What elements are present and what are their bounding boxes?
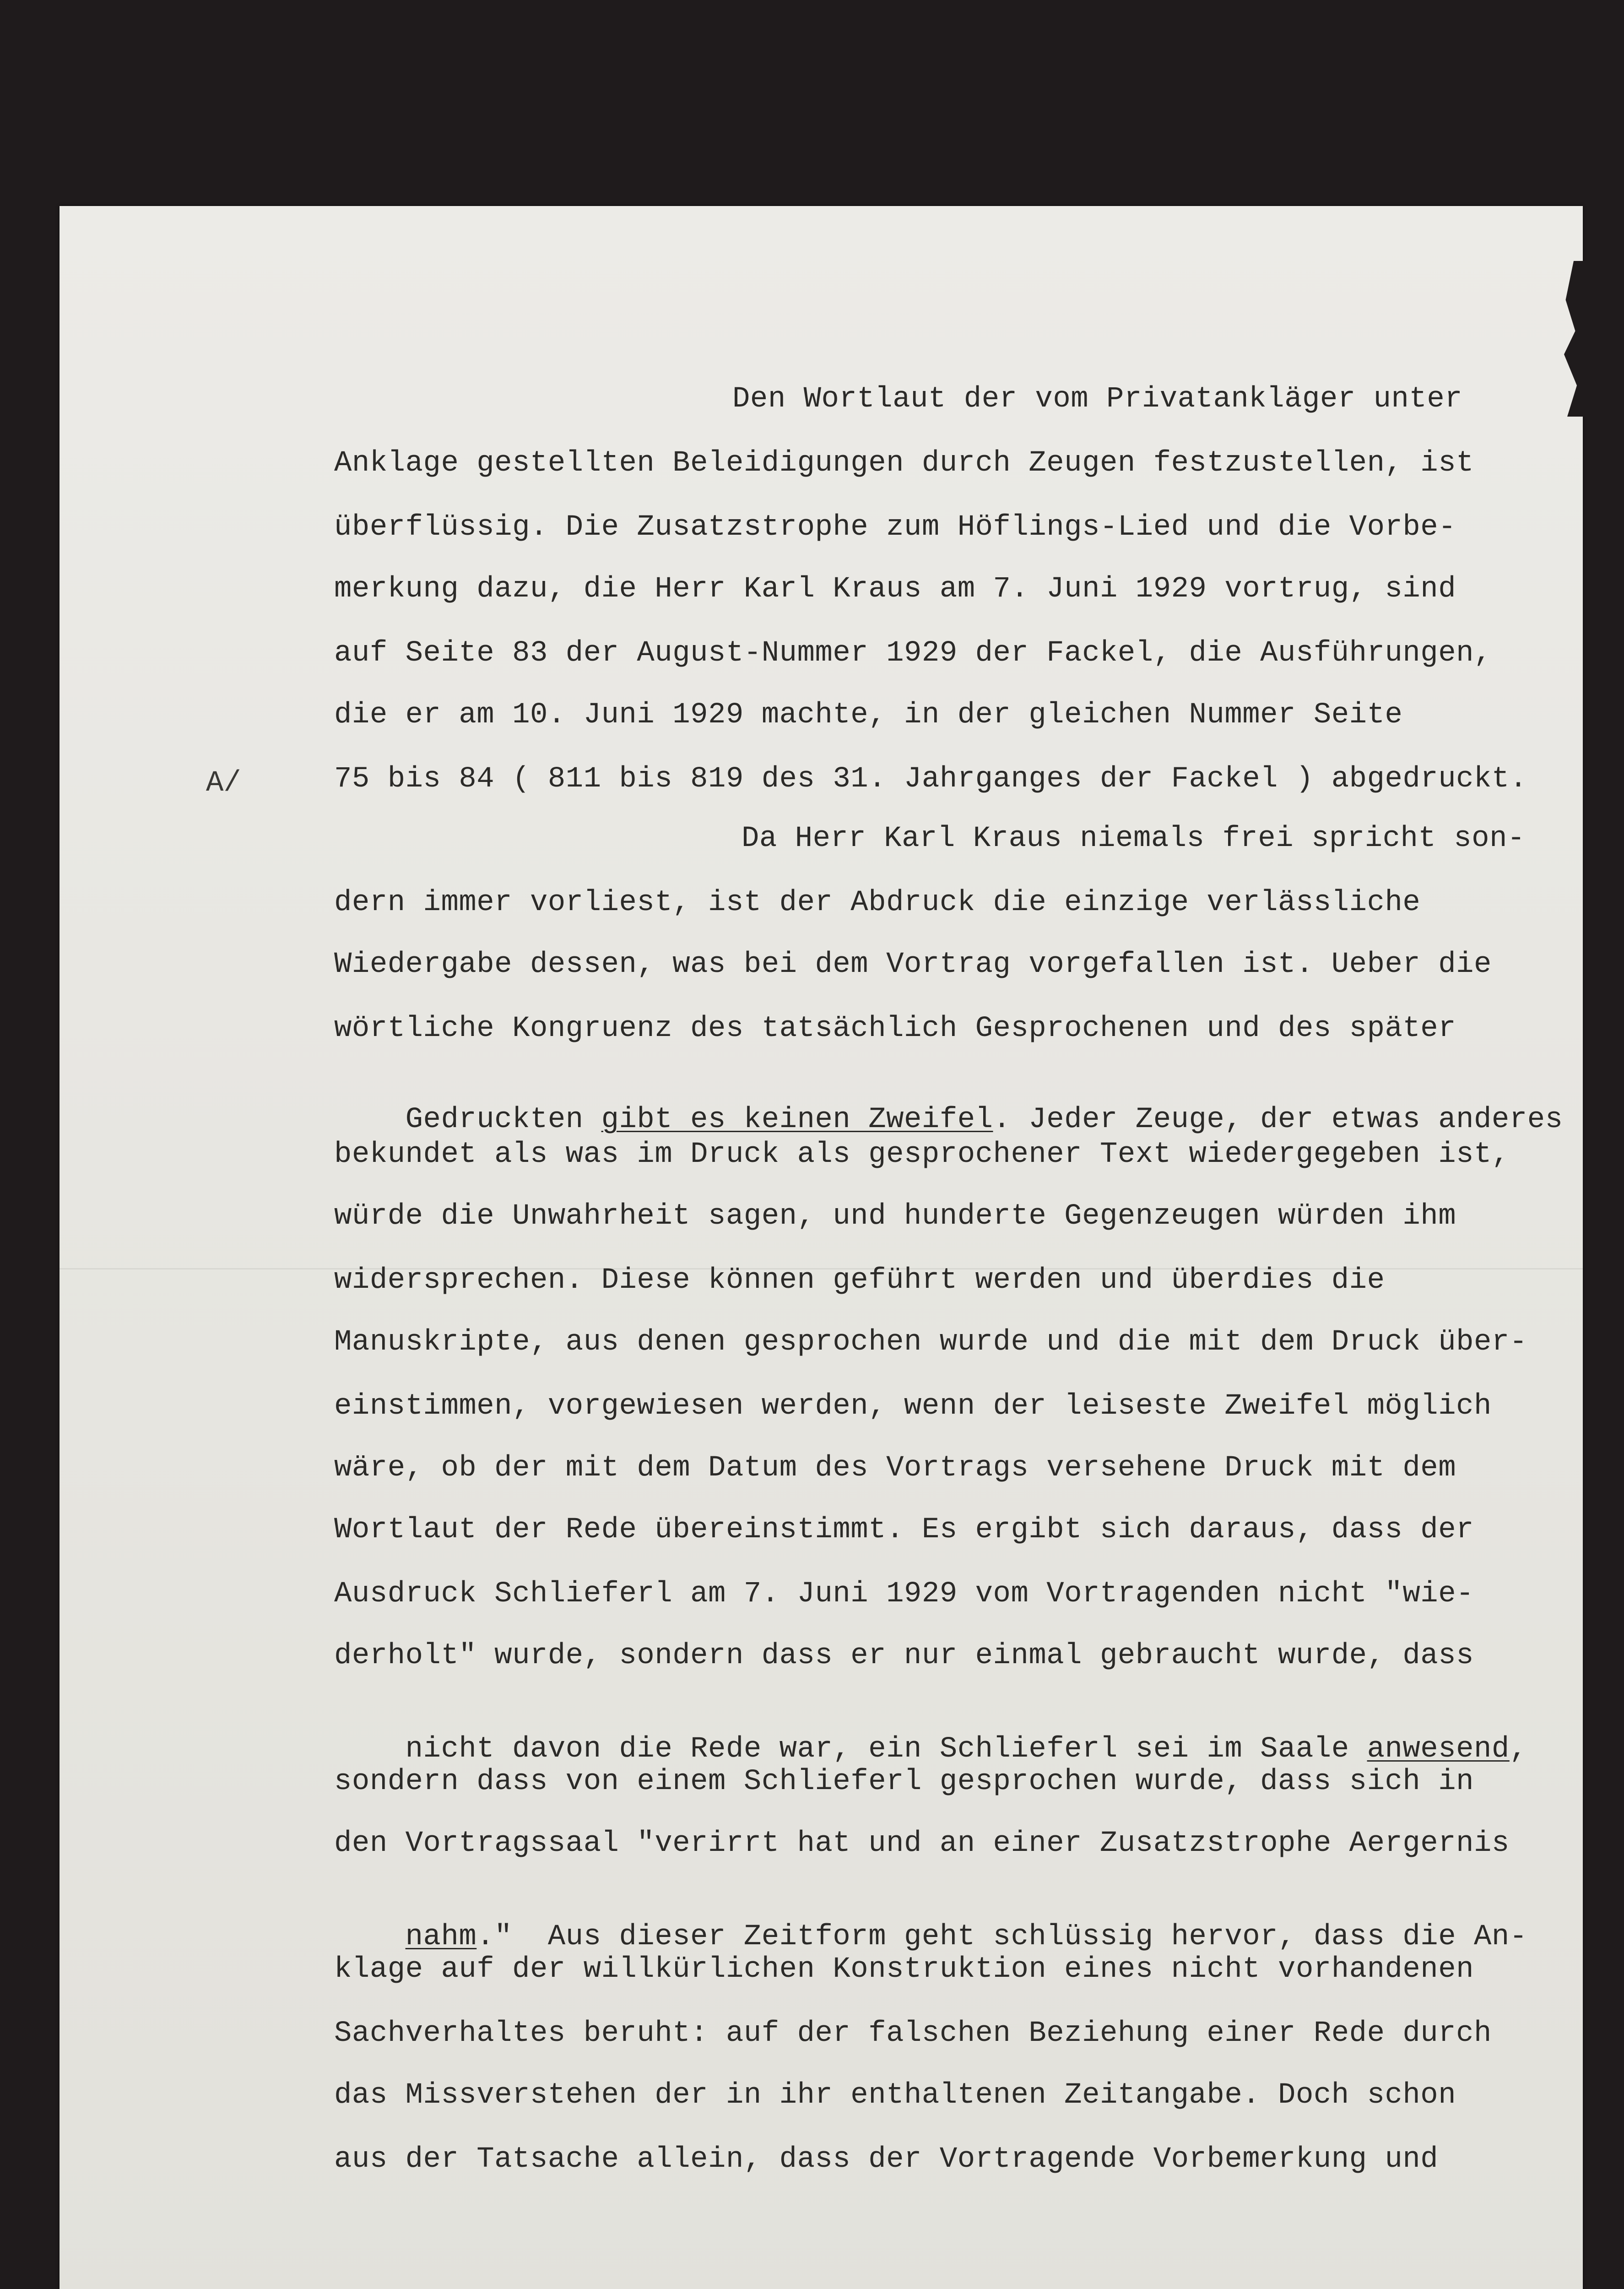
text-line: auf Seite 83 der August-Nummer 1929 der Fackel, die Ausführungen, [334, 637, 1492, 670]
text-line: sondern dass von einem Schlieferl gesprochen wurde, dass sich in [334, 1765, 1474, 1798]
text-segment: , [1509, 1733, 1527, 1766]
text-segment: . Jeder Zeuge, der etwas anderes [993, 1103, 1563, 1136]
underlined-phrase: gibt es keinen Zweifel [601, 1103, 993, 1136]
text-line: die er am 10. Juni 1929 machte, in der gleichen Nummer Seite [334, 699, 1403, 732]
text-line: Da Herr Karl Kraus niemals frei spricht son- [742, 822, 1525, 855]
text-line: Den Wortlaut der vom Privatankläger unter [732, 383, 1463, 416]
text-line: würde die Unwahrheit sagen, und hunderte Gegenzeugen würden ihm [334, 1200, 1456, 1233]
text-line: Wiedergabe dessen, was bei dem Vortrag vorgefallen ist. Ueber die [334, 948, 1492, 981]
text-line: Sachverhaltes beruht: auf der falschen Beziehung einer Rede durch [334, 2017, 1492, 2050]
underlined-word: anwesend [1367, 1733, 1510, 1766]
text-line: Wortlaut der Rede übereinstimmt. Es ergibt sich daraus, dass der [334, 1513, 1474, 1546]
text-line: wäre, ob der mit dem Datum des Vortrags versehene Druck mit dem [334, 1452, 1456, 1485]
text-line: derholt" wurde, sondern dass er nur einmal gebraucht wurde, dass [334, 1639, 1474, 1672]
torn-edge [1554, 261, 1586, 417]
text-line: bekundet als was im Druck als gesprochener Text wiedergegeben ist, [334, 1138, 1510, 1171]
text-line: aus der Tatsache allein, dass der Vortragende Vorbemerkung und [334, 2143, 1439, 2176]
text-line: widersprechen. Diese können geführt werden und überdies die [334, 1264, 1385, 1297]
text-line: merkung dazu, die Herr Karl Kraus am 7. Juni 1929 vortrug, sind [334, 573, 1456, 606]
text-line: einstimmen, vorgewiesen werden, wenn der leiseste Zweifel möglich [334, 1390, 1492, 1423]
text-line: dern immer vorliest, ist der Abdruck die einzige verlässliche [334, 886, 1421, 919]
text-segment: nicht davon die Rede war, ein Schlieferl sei im Saale [405, 1733, 1367, 1766]
text-line: überflüssig. Die Zusatzstrophe zum Höflings-Lied und die Vorbe- [334, 511, 1456, 544]
text-line: klage auf der willkürlichen Konstruktion eines nicht vorhandenen [334, 1953, 1474, 1986]
text-line: den Vortragssaal "verirrt hat und an einer Zusatzstrophe Aergernis [334, 1827, 1510, 1860]
text-segment: ." Aus dieser Zeitform geht schlüssig hervor, dass die An- [476, 1920, 1527, 1953]
text-line: Ausdruck Schlieferl am 7. Juni 1929 vom Vortragenden nicht "wie- [334, 1578, 1474, 1611]
text-segment: Gedruckten [405, 1103, 601, 1136]
text-line: Manuskripte, aus denen gesprochen wurde und die mit dem Druck über- [334, 1326, 1527, 1359]
text-line: das Missverstehen der in ihr enthaltenen Zeitangabe. Doch schon [334, 2079, 1456, 2112]
text-line: wörtliche Kongruenz des tatsächlich Gesprochenen und des später [334, 1012, 1456, 1045]
text-line: 75 bis 84 ( 811 bis 819 des 31. Jahrganges der Fackel ) abgedruckt. [334, 763, 1527, 796]
margin-note: A/ [206, 767, 241, 800]
underlined-word: nahm [405, 1920, 477, 1953]
text-line: Anklage gestellten Beleidigungen durch Zeugen festzustellen, ist [334, 447, 1474, 480]
